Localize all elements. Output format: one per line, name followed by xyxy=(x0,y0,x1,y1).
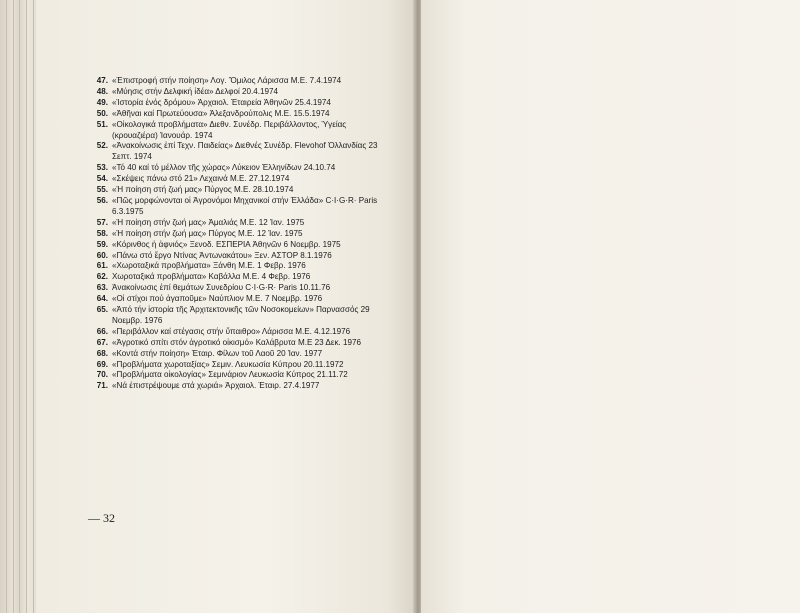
list-item xyxy=(86,327,386,338)
list-item xyxy=(86,305,386,327)
entry-text: «Κόρινθος ἡ ἀφνιός» Ξενοδ. ΕΣΠΕΡΙΑ Ἀθηνῶν 6 Νοεμβρ. 1975 xyxy=(112,239,341,249)
entry-text: «Σκέψεις πάνω στό 21» Λεχαινά Μ.Ε. 27.12.1974 xyxy=(112,174,290,184)
entry-text: «Μύησις στήν Δελφική ἰδέα» Δελφοί 20.4.1974 xyxy=(112,86,279,96)
entry-text: «Προβλήματα χωροταξίας» Σεμιν. Λευκωσία Κύπρου 20.11.1972 xyxy=(112,359,344,369)
entry-text: Ἀνακοίνωσις ἐπί θεμάτων Συνεδρίου C·I·G·R· Paris 10.11.76 xyxy=(112,283,331,293)
entry-number: 62. xyxy=(96,272,108,282)
entry-number: 49. xyxy=(96,97,108,107)
list-item xyxy=(86,283,386,294)
entry-text: «Κοντά στήν ποίηση» Ἑταιρ. Φίλων τοῦ Λαοῦ 20 Ἰαν. 1977 xyxy=(112,348,323,358)
entry-number: 50. xyxy=(96,108,108,118)
entry-text: «Πῶς μορφώνονται οἱ Ἀγρονόμοι Μηχανικοί στήν Ἑλλάδα» C·I·G·R· Paris 6.3.1975 xyxy=(112,195,378,216)
list-item xyxy=(86,294,386,305)
list-item xyxy=(86,120,386,142)
list-item xyxy=(86,360,386,371)
entry-number: 51. xyxy=(96,119,108,129)
page-number: — 32 xyxy=(88,511,115,525)
entry-number: 54. xyxy=(96,174,108,184)
entry-number: 68. xyxy=(96,348,108,358)
entry-text: «Πάνω στό ἔργο Ντίνας Ἀντωνακάτου» Ξεν. ΑΣΤΟΡ 8.1.1976 xyxy=(112,250,332,260)
entry-number: 57. xyxy=(96,217,108,227)
entry-number: 69. xyxy=(96,359,108,369)
entry-text: «Ἡ ποίηση στή ζωή μας» Πύργος Μ.Ε. 28.10.1974 xyxy=(112,185,294,195)
list-item xyxy=(86,240,386,251)
entry-number: 63. xyxy=(96,283,108,293)
entry-text: «Χωροταξικά προβλήματα» Ξάνθη Μ.Ε. 1 Φεβρ. 1976 xyxy=(112,261,306,271)
entry-number: 71. xyxy=(96,381,108,391)
entry-text: «Ἀπό τήν ἱστορία τῆς Ἀρχιτεκτονικῆς τῶν Νοσοκομείων» Παρνασσός 29 Νοεμβρ. 1976 xyxy=(112,305,370,325)
list-item xyxy=(86,218,386,229)
list-item xyxy=(86,185,386,196)
list-item xyxy=(86,261,386,272)
entry-number: 47. xyxy=(96,76,108,85)
entry-number: 65. xyxy=(96,305,108,315)
entry-number: 60. xyxy=(96,250,108,260)
list-item xyxy=(86,349,386,360)
entry-number: 56. xyxy=(96,195,108,205)
list-item xyxy=(86,76,386,87)
entry-text: «Ἡ ποίηση στήν ζωή μας» Πύργος Μ.Ε. 12 Ἰαν. 1975 xyxy=(112,228,303,238)
list-item xyxy=(86,381,386,392)
entry-number: 52. xyxy=(96,141,108,151)
list-item xyxy=(86,229,386,240)
list-item xyxy=(86,174,386,185)
entry-text: «Ἐπιστροφή στήν ποίηση» Λογ. Ὅμιλος Λάρισσα Μ.Ε. 7.4.1974 xyxy=(112,76,342,85)
entry-text: «Προβλήματα οἰκολογίας» Σεμινάριον Λευκωσία Κύπρος 21.11.72 xyxy=(112,370,348,380)
list-item xyxy=(86,338,386,349)
entry-text: «Οἱ στίχοι πού ἀγαποῦμε» Ναύπλιον Μ.Ε. 7 Νοεμβρ. 1976 xyxy=(112,294,323,304)
list-item xyxy=(86,141,386,163)
list-item xyxy=(86,272,386,283)
list-item xyxy=(86,98,386,109)
lecture-list xyxy=(86,76,386,392)
entry-number: 55. xyxy=(96,185,108,195)
entry-text: «Τό 40 καί τό μέλλον τῆς χώρας» Λύκειον Ἑλληνίδων 24.10.74 xyxy=(112,163,336,173)
entry-number: 53. xyxy=(96,163,108,173)
entry-number: 64. xyxy=(96,294,108,304)
entry-text: «Οἰκολογικά προβλήματα» Διεθν. Συνέδρ. Περιβάλλοντος, Ὑγείας (κρουαζιέρα) Ἰανουάρ. 1974 xyxy=(112,119,347,140)
list-item xyxy=(86,370,386,381)
entry-text: «Νά ἐπιστρέψουμε στά χωριά» Ἀρχαιολ. Ἑταιρ. 27.4.1977 xyxy=(112,381,320,391)
entry-text: «Ἡ ποίηση στήν ζωή μας» Ἀμαλιάς Μ.Ε. 12 Ἰαν. 1975 xyxy=(112,217,305,227)
entry-text: «Ἀγροτικό σπίτι στόν ἀγροτικό οἰκισμό» Καλάβρυτα Μ.Ε 23 Δεκ. 1976 xyxy=(112,337,361,347)
entry-text: «Ἀνακοίνωσις ἐπί Τεχν. Παιδείας» Διεθνές Συνέδρ. Flevohof Ὀλλανδίας 23 Σεπτ. 1974 xyxy=(112,141,378,162)
list-item xyxy=(86,196,386,218)
right-page-blank xyxy=(421,0,800,613)
entry-text: «Ἱστορία ἑνός δρόμου» Ἀρχαιολ. Ἑταιρεία Ἀθηνῶν 25.4.1974 xyxy=(112,97,331,107)
list-item xyxy=(86,87,386,98)
entry-text: «Περιβάλλον καί στέγασις στήν ὕπαιθρο» Λάρισσα Μ.Ε. 4.12.1976 xyxy=(112,326,351,336)
list-item xyxy=(86,251,386,262)
entry-text: Χωροταξικά προβλήματα» Καβάλλα Μ.Ε. 4 Φεβρ. 1976 xyxy=(112,272,311,282)
entry-number: 59. xyxy=(96,239,108,249)
entry-number: 70. xyxy=(96,370,108,380)
entry-number: 66. xyxy=(96,326,108,336)
entry-number: 48. xyxy=(96,86,108,96)
list-item xyxy=(86,163,386,174)
entry-text: «Ἀθῆναι καί Πρωτεύουσα» Ἀλεξανδρούπολις Μ.Ε. 15.5.1974 xyxy=(112,108,330,118)
list-item xyxy=(86,109,386,120)
entry-number: 58. xyxy=(96,228,108,238)
page-edge-stack xyxy=(0,0,40,613)
entry-number: 61. xyxy=(96,261,108,271)
entry-number: 67. xyxy=(96,337,108,347)
